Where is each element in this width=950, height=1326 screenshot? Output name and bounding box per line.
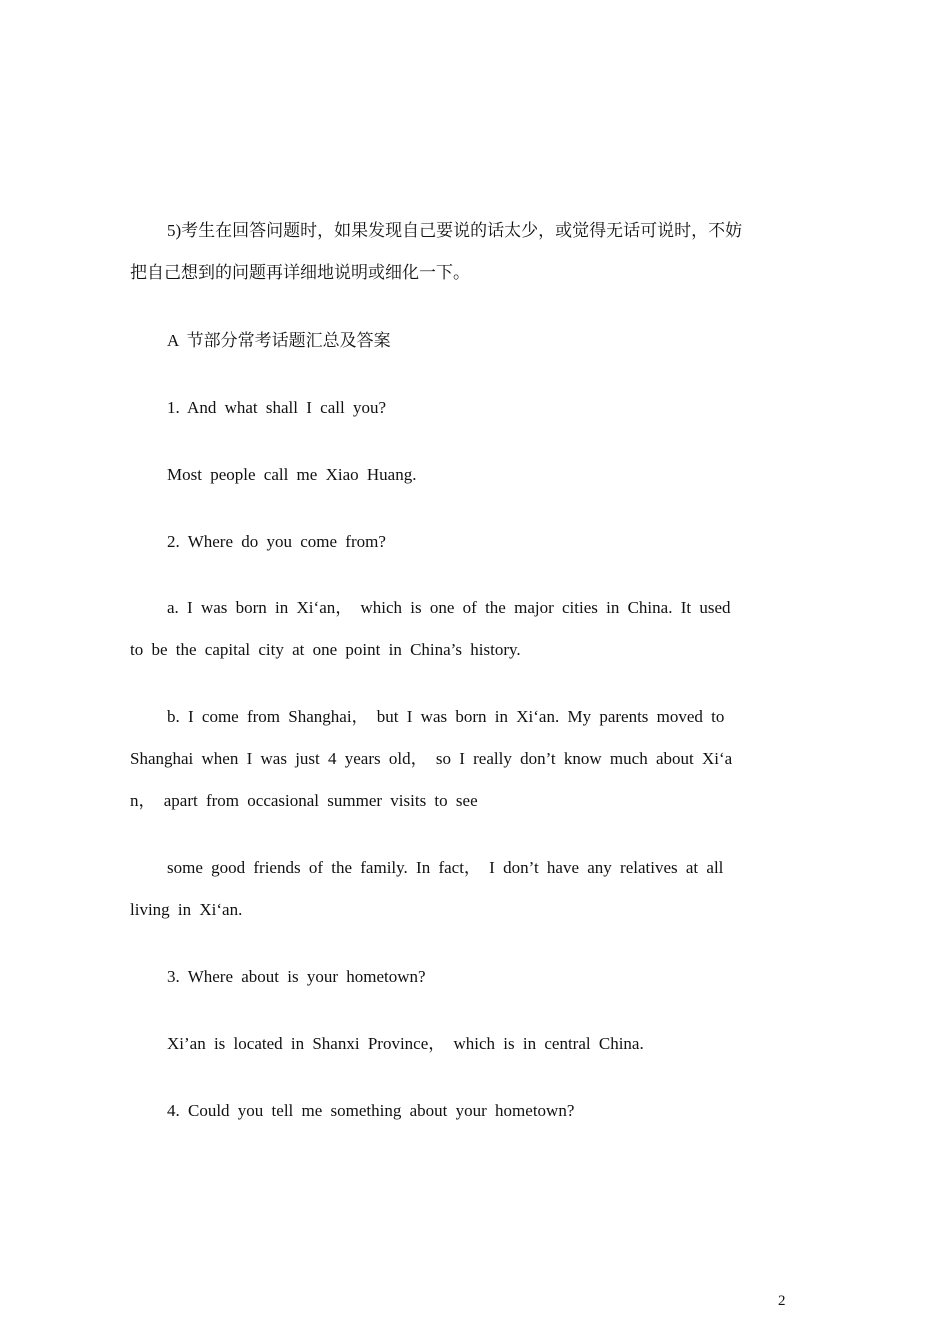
question-3: 3. Where about is your hometown? — [167, 967, 426, 986]
paragraph-tip-5-line-2: 把自己想到的问题再详细地说明或细化一下。 — [130, 263, 470, 282]
answer-2b-line-4: some good friends of the family. In fact， I don’t have any relatives at all — [167, 858, 724, 877]
question-4: 4. Could you tell me something about your hometown? — [167, 1101, 575, 1120]
answer-2b-line-1: b. I come from Shanghai， but I was born in Xi‘an. My parents moved to — [167, 707, 725, 726]
answer-3: Xi’an is located in Shanxi Province， which is in central China. — [167, 1034, 644, 1053]
question-2: 2. Where do you come from? — [167, 532, 386, 551]
answer-2a-line-2: to be the capital city at one point in China’s history. — [130, 640, 521, 659]
answer-2b-line-3: n， apart from occasional summer visits to see — [130, 791, 478, 810]
section-heading: A 节部分常考话题汇总及答案 — [167, 331, 391, 350]
paragraph-tip-5-line-1: 5)考生在回答问题时，如果发现自己要说的话太少，或觉得无话可说时，不妨 — [167, 221, 743, 240]
question-1: 1. And what shall I call you? — [167, 398, 386, 417]
answer-1: Most people call me Xiao Huang. — [167, 465, 417, 484]
answer-2a-line-1: a. I was born in Xi‘an， which is one of the major cities in China. It used — [167, 598, 731, 617]
answer-2b-line-5: living in Xi‘an. — [130, 900, 243, 919]
answer-2b-line-2: Shanghai when I was just 4 years old， so I really don’t know much about Xi‘a — [130, 749, 733, 768]
page-number: 2 — [778, 1293, 786, 1309]
